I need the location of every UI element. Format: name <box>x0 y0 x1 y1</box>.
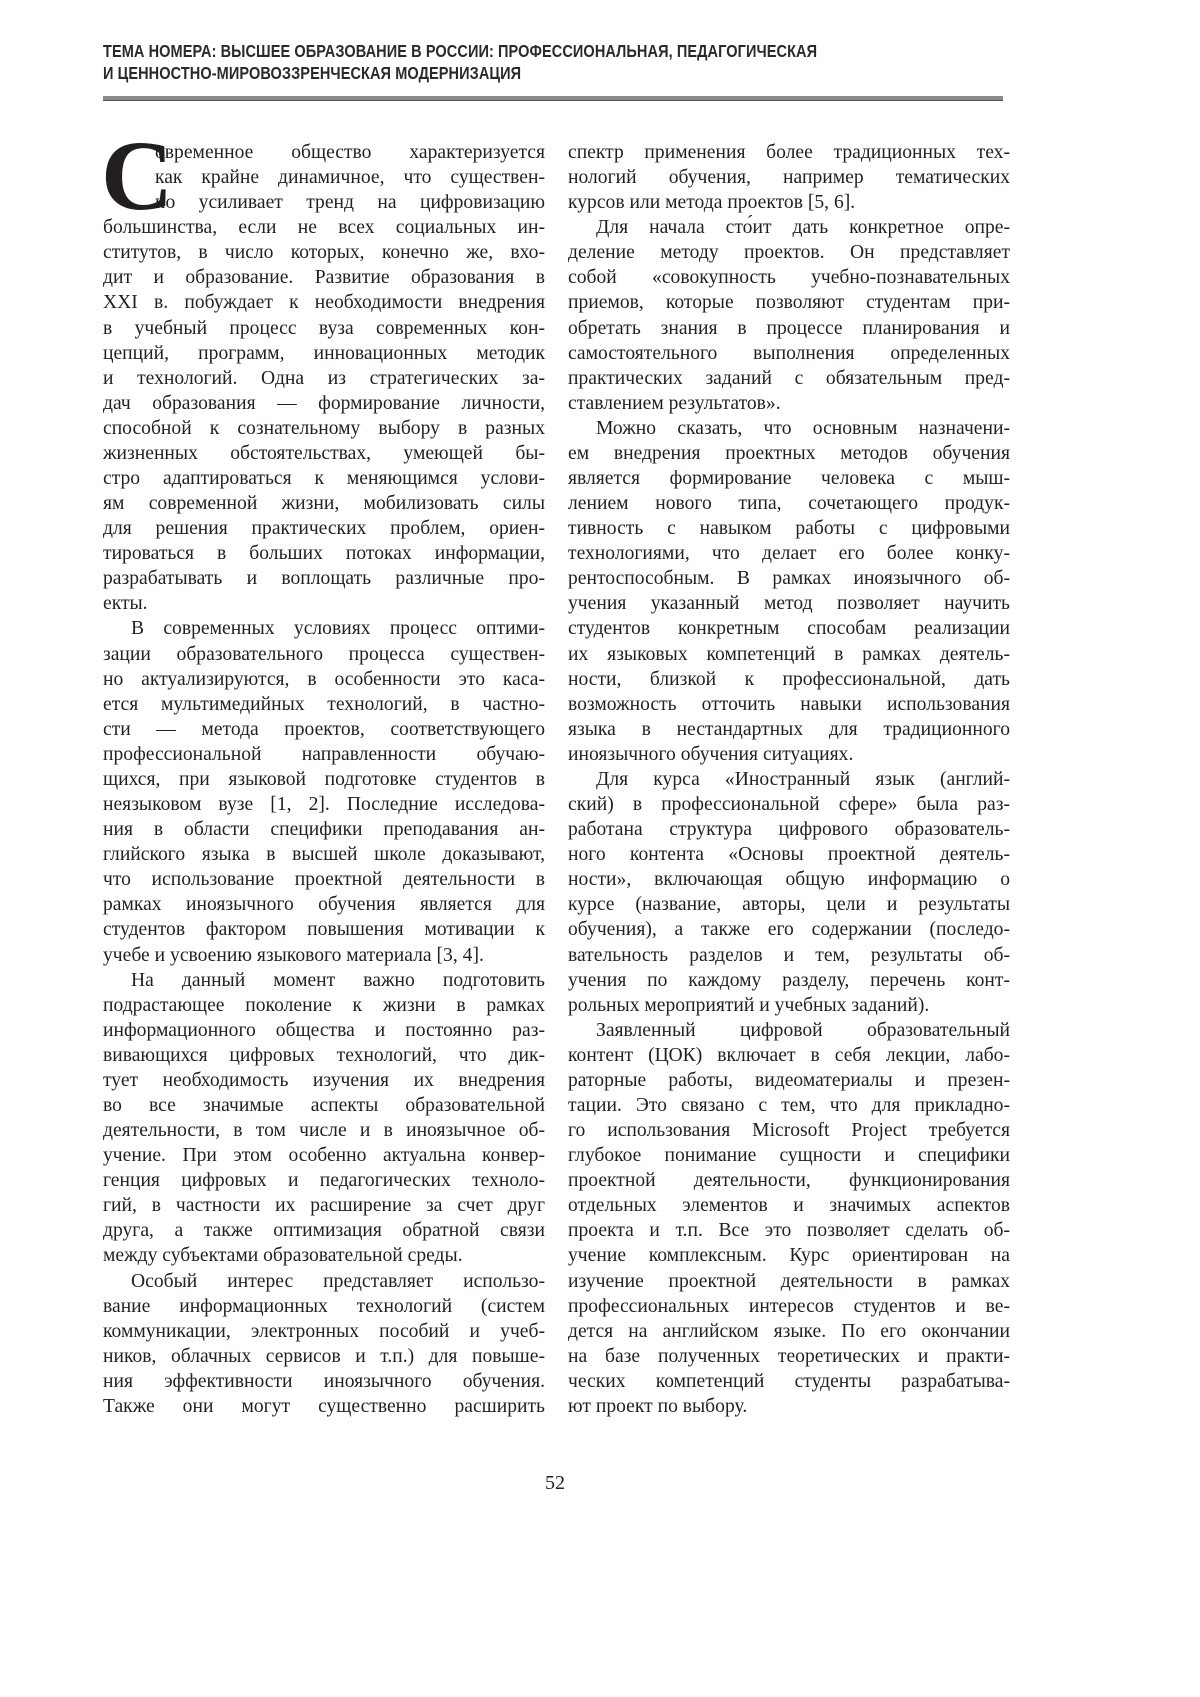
text-line: екты. <box>103 591 545 616</box>
text-line: глубокое понимание сущности и специфики <box>568 1143 1010 1168</box>
paragraph <box>568 140 1010 215</box>
text-line: языка в нестандартных для традиционного <box>568 717 1010 742</box>
text-line: рамках иноязычного обучения является для <box>103 892 545 917</box>
text-line: на базе полученных теоретических и практи- <box>568 1344 1010 1369</box>
text-line: зации образовательного процесса существен- <box>103 642 545 667</box>
text-line: ников, облачных сервисов и т.п.) для повыше- <box>103 1344 545 1369</box>
text-line: ям современной жизни, мобилизовать силы <box>103 491 545 516</box>
text-line: ности, близкой к профессиональной, дать <box>568 667 1010 692</box>
text-line: тации. Это связано с тем, что для прикладно- <box>568 1093 1010 1118</box>
text-line: но усиливает тренд на цифровизацию <box>103 190 545 215</box>
text-line: спектр применения более традиционных тех- <box>568 140 1010 165</box>
text-line: Также они могут существенно расширить <box>103 1394 545 1419</box>
paragraph <box>568 416 1010 767</box>
paragraph <box>103 1269 545 1419</box>
paragraph <box>568 1018 1010 1419</box>
text-line: тивность с навыком работы с цифровыми <box>568 516 1010 541</box>
text-line: технологиями, что делает его более конку- <box>568 541 1010 566</box>
text-line: ем внедрения проектных методов обучения <box>568 441 1010 466</box>
text-line: вивающихся цифровых технологий, что дик- <box>103 1043 545 1068</box>
text-line: дит и образование. Развитие образования в <box>103 265 545 290</box>
text-line: нологий обучения, например тематических <box>568 165 1010 190</box>
text-line: учение комплексным. Курс ориентирован на <box>568 1243 1010 1268</box>
text-line: курсов или метода проектов [5, 6]. <box>568 190 1010 215</box>
text-line: сти — метода проектов, соответствующего <box>103 717 545 742</box>
text-line: проектной деятельности, функционирования <box>568 1168 1010 1193</box>
text-line: гий, в частности их расширение за счет друг <box>103 1193 545 1218</box>
text-line: их языковых компетенций в рамках деятель- <box>568 642 1010 667</box>
text-line: рентоспособным. В рамках иноязычного об- <box>568 566 1010 591</box>
text-line: Для курса «Иностранный язык (англий- <box>568 767 1010 792</box>
text-line: способной к сознательному выбору в разных <box>103 416 545 441</box>
text-line: в учебный процесс вуза современных кон- <box>103 316 545 341</box>
text-line: ется мультимедийных технологий, в частно- <box>103 692 545 717</box>
text-line: неязыковом вузе [1, 2]. Последние исследова- <box>103 792 545 817</box>
text-line: Особый интерес представляет использо- <box>103 1269 545 1294</box>
text-line: ческих компетенций студенты разрабатыва- <box>568 1369 1010 1394</box>
paragraph <box>103 968 545 1269</box>
text-line: подрастающее поколение к жизни в рамках <box>103 993 545 1018</box>
text-line: учение. При этом особенно актуальна конвер- <box>103 1143 545 1168</box>
text-line: обучения), а также его содержании (последо- <box>568 917 1010 942</box>
text-line: учения указанный метод позволяет научить <box>568 591 1010 616</box>
text-line: учения по каждому разделу, перечень конт- <box>568 968 1010 993</box>
text-line: разрабатывать и воплощать различные про- <box>103 566 545 591</box>
text-line: лением нового типа, сочетающего продук- <box>568 491 1010 516</box>
text-line: и технологий. Одна из стратегических за- <box>103 366 545 391</box>
text-line: контент (ЦОК) включает в себя лекции, лабо- <box>568 1043 1010 1068</box>
text-line: профессиональных интересов студентов и ве- <box>568 1294 1010 1319</box>
text-line: На данный момент важно подготовить <box>103 968 545 993</box>
text-line: Для начала сто́ит дать конкретное опре- <box>568 215 1010 240</box>
text-column-left <box>103 140 545 1419</box>
text-line: проекта и т.п. Все это позволяет сделать об- <box>568 1218 1010 1243</box>
text-line: коммуникации, электронных пособий и учеб- <box>103 1319 545 1344</box>
text-line: отдельных элементов и значимых аспектов <box>568 1193 1010 1218</box>
text-line: ститутов, в число которых, конечно же, вхо- <box>103 240 545 265</box>
running-header-line-2: И ЦЕННОСТНО-МИРОВОЗЗРЕНЧЕСКАЯ МОДЕРНИЗАЦИЯ <box>103 62 966 84</box>
text-line: во все значимые аспекты образовательной <box>103 1093 545 1118</box>
text-column-right <box>568 140 1010 1419</box>
text-line: учебе и усвоению языкового материала [3, 4]. <box>103 943 545 968</box>
text-line: ния в области специфики преподавания ан- <box>103 817 545 842</box>
text-line: изучение проектной деятельности в рамках <box>568 1269 1010 1294</box>
text-line: собой «совокупность учебно-познавательных <box>568 265 1010 290</box>
text-line: иноязычного обучения ситуациях. <box>568 742 1010 767</box>
paragraph <box>568 215 1010 416</box>
text-line: как крайне динамичное, что существен- <box>103 165 545 190</box>
header-divider <box>103 96 1003 101</box>
text-line: тироваться в больших потоках информации, <box>103 541 545 566</box>
text-line: что использование проектной деятельности в <box>103 867 545 892</box>
text-line: дач образования — формирование личности, <box>103 391 545 416</box>
text-line: является формирование человека с мыш- <box>568 466 1010 491</box>
text-line: Заявленный цифровой образовательный <box>568 1018 1010 1043</box>
text-line: тует необходимость изучения их внедрения <box>103 1068 545 1093</box>
text-line: практических заданий с обязательным пред- <box>568 366 1010 391</box>
text-line: ного контента «Основы проектной деятель- <box>568 842 1010 867</box>
text-line: деятельности, в том числе и в иноязычное об- <box>103 1118 545 1143</box>
text-line: студентов конкретным способам реализации <box>568 616 1010 641</box>
text-line: рольных мероприятий и учебных заданий). <box>568 993 1010 1018</box>
text-line: информационного общества и постоянно раз- <box>103 1018 545 1043</box>
text-line: овременное общество характеризуется <box>103 140 545 165</box>
text-line: глийского языка в высшей школе доказывают, <box>103 842 545 867</box>
text-line: ют проект по выбору. <box>568 1394 1010 1419</box>
paragraph <box>568 767 1010 1018</box>
text-line: вательность разделов и тем, результаты об- <box>568 943 1010 968</box>
text-line: курсе (название, авторы, цели и результаты <box>568 892 1010 917</box>
paragraph <box>103 616 545 967</box>
text-line: Можно сказать, что основным назначени- <box>568 416 1010 441</box>
running-header <box>103 40 966 84</box>
text-line: для решения практических проблем, ориен- <box>103 516 545 541</box>
text-line: студентов фактором повышения мотивации к <box>103 917 545 942</box>
text-line: большинства, если не всех социальных ин- <box>103 215 545 240</box>
text-line: жизненных обстоятельствах, умеющей бы- <box>103 441 545 466</box>
text-line: вание информационных технологий (систем <box>103 1294 545 1319</box>
text-line: самостоятельного выполнения определенных <box>568 341 1010 366</box>
text-line: но актуализируются, в особенности это каса- <box>103 667 545 692</box>
text-line: цепций, программ, инновационных методик <box>103 341 545 366</box>
running-header-line-1: ТЕМА НОМЕРА: ВЫСШЕЕ ОБРАЗОВАНИЕ В РОССИИ: ПРОФЕССИОНАЛЬНАЯ, ПЕДАГОГИЧЕСКАЯ <box>103 40 966 62</box>
text-line: генция цифровых и педагогических техноло- <box>103 1168 545 1193</box>
text-line: работана структура цифрового образователь- <box>568 817 1010 842</box>
text-line: деление методу проектов. Он представляет <box>568 240 1010 265</box>
text-line: ния эффективности иноязычного обучения. <box>103 1369 545 1394</box>
text-line: обретать знания в процессе планирования и <box>568 316 1010 341</box>
text-line: XXI в. побуждает к необходимости внедрения <box>103 290 545 315</box>
text-line: между субъектами образовательной среды. <box>103 1243 545 1268</box>
text-line: дется на английском языке. По его окончании <box>568 1319 1010 1344</box>
text-line: приемов, которые позволяют студентам при- <box>568 290 1010 315</box>
text-line: ставлением результатов». <box>568 391 1010 416</box>
page-number: 52 <box>0 1472 1110 1495</box>
paragraph <box>103 140 545 616</box>
text-line: раторные работы, видеоматериалы и презен- <box>568 1068 1010 1093</box>
text-line: ности», включающая общую информацию о <box>568 867 1010 892</box>
text-line: щихся, при языковой подготовке студентов в <box>103 767 545 792</box>
text-line: ский) в профессиональной сфере» была раз- <box>568 792 1010 817</box>
text-line: В современных условиях процесс оптими- <box>103 616 545 641</box>
text-line: стро адаптироваться к меняющимся услови- <box>103 466 545 491</box>
text-line: го использования Microsoft Project требуется <box>568 1118 1010 1143</box>
drop-cap: С <box>101 131 173 221</box>
text-line: профессиональной направленности обучаю- <box>103 742 545 767</box>
text-line: возможность отточить навыки использования <box>568 692 1010 717</box>
text-line: друга, а также оптимизация обратной связи <box>103 1218 545 1243</box>
